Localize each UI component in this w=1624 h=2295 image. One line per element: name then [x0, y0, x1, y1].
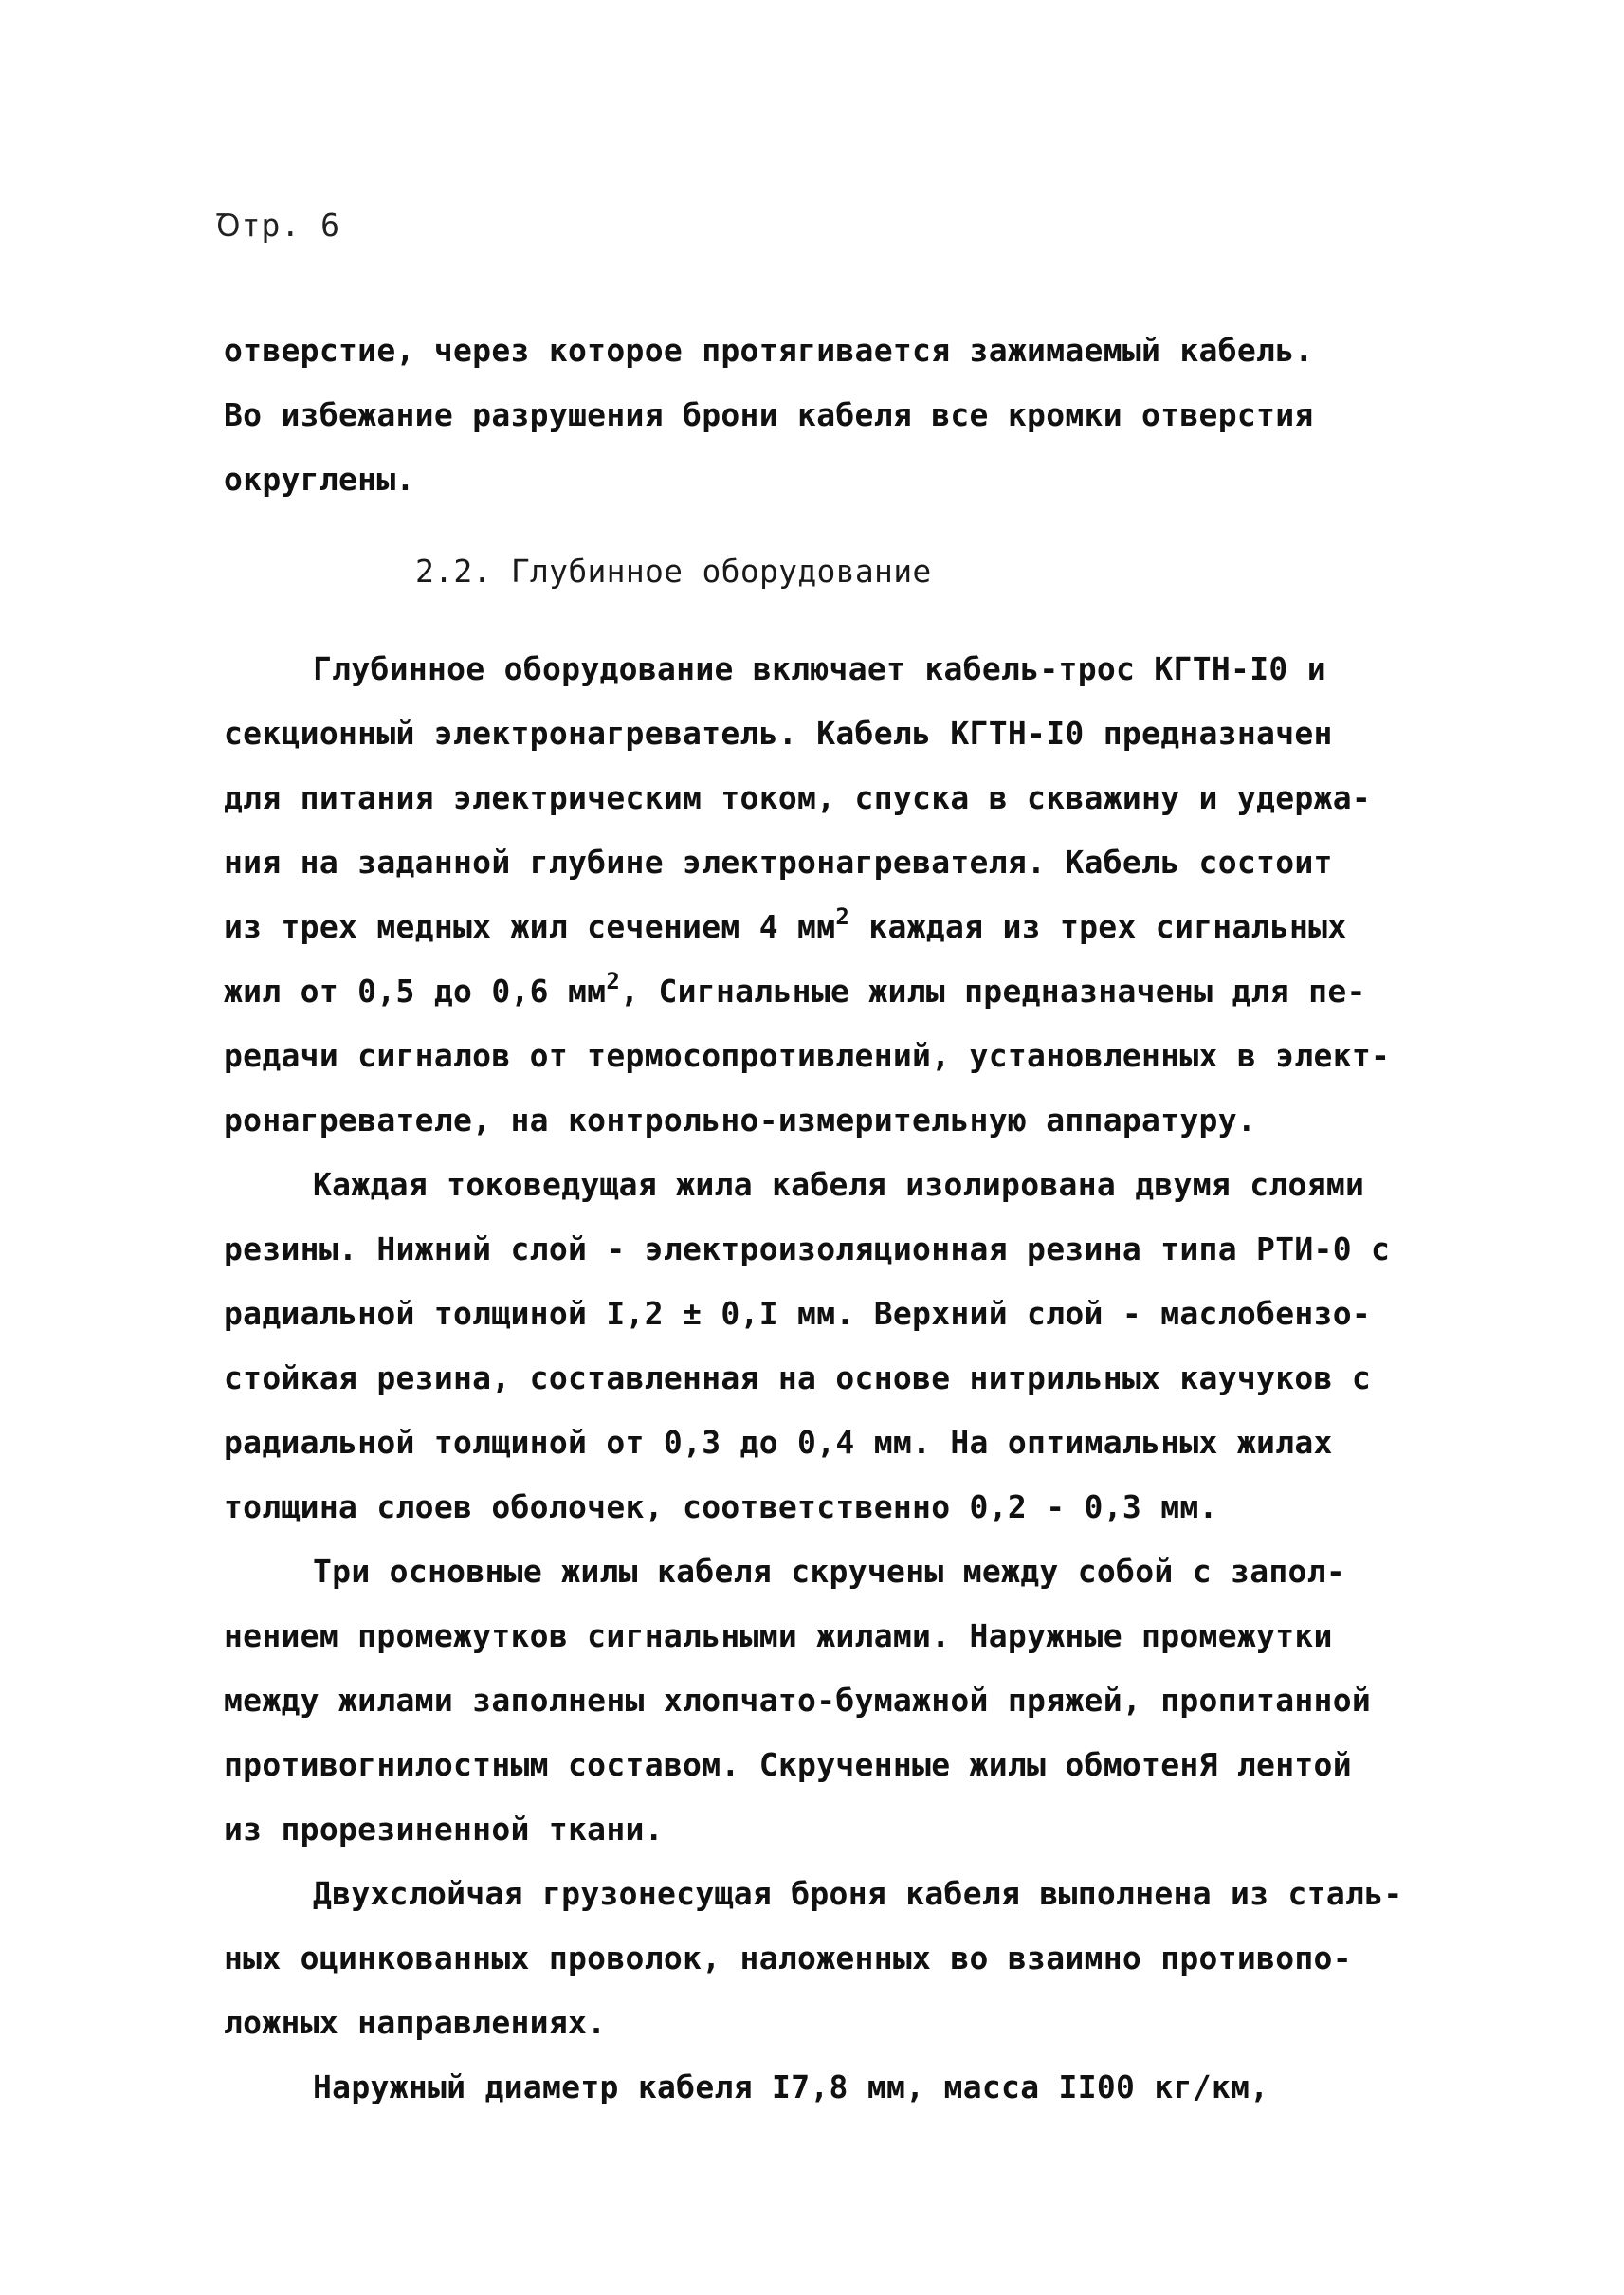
- superscript: 2: [606, 968, 621, 994]
- text-line: стойкая резина, составленная на основе нитрильных каучуков с: [224, 1359, 1372, 1396]
- text-line: ложных направлениях.: [224, 2004, 607, 2041]
- page-number-header: Ꝺтр. 6: [216, 207, 340, 244]
- text-line: Глубинное оборудование включает кабель-трос КГТН-I0 и: [313, 650, 1326, 687]
- text-line: Во избежание разрушения брони кабеля все кромки отверстия: [224, 396, 1314, 433]
- text-line: радиальной толщиной I,2 ± 0,I мм. Верхний слой - маслобензо-: [224, 1295, 1372, 1332]
- text-line: ных оцинкованных проволок, наложенных во взаимно противопо-: [224, 1940, 1352, 1976]
- text-line: резины. Нижний слой - электроизоляционная резина типа РТИ-0 с: [224, 1230, 1391, 1267]
- text-line: Наружный диаметр кабеля I7,8 мм, масса II00 кг/км,: [313, 2068, 1269, 2105]
- text-line: между жилами заполнены хлопчато-бумажной пряжей, пропитанной: [224, 1682, 1372, 1719]
- text-line: округлены.: [224, 461, 415, 498]
- text-line: Каждая токоведущая жила кабеля изолирована двумя слоями: [313, 1166, 1365, 1203]
- text-span: , Сигнальные жилы предназначены для пе-: [620, 973, 1366, 1010]
- section-heading: 2.2. Глубинное оборудование: [415, 553, 932, 590]
- text-line: [224, 903, 1347, 945]
- text-line: отверстие, через которое протягивается зажимаемый кабель.: [224, 332, 1314, 369]
- text-line: редачи сигналов от термосопротивлений, установленных в элект-: [224, 1037, 1391, 1074]
- text-span: каждая из трех сигнальных: [849, 908, 1347, 945]
- text-line: для питания электрическим током, спуска в скважину и удержа-: [224, 779, 1372, 816]
- text-line: нением промежутков сигнальными жилами. Наружные промежутки: [224, 1617, 1333, 1654]
- text-line: ния на заданной глубине электронагревателя. Кабель состоит: [224, 844, 1333, 881]
- superscript: 2: [835, 903, 850, 930]
- text-line: радиальной толщиной от 0,3 до 0,4 мм. На оптимальных жилах: [224, 1424, 1333, 1461]
- text-line: Три основные жилы кабеля скручены между собой с запол-: [313, 1553, 1346, 1590]
- text-span: из трех медных жил сечением 4 мм: [224, 908, 836, 945]
- text-line: [224, 968, 1366, 1010]
- text-line: толщина слоев оболочек, соответственно 0,2 - 0,3 мм.: [224, 1488, 1218, 1525]
- text-line: секционный электронагреватель. Кабель КГТН-I0 предназначен: [224, 715, 1333, 752]
- text-line: ронагревателе, на контрольно-измерительную аппаратуру.: [224, 1102, 1257, 1138]
- text-line: противогнилостным составом. Скрученные жилы обмотенЯ лентой: [224, 1746, 1352, 1783]
- text-line: Двухслойчая грузонесущая броня кабеля выполнена из сталь-: [313, 1875, 1403, 1912]
- text-line: из прорезиненной ткани.: [224, 1811, 664, 1848]
- text-span: жил от 0,5 до 0,6 мм: [224, 973, 607, 1010]
